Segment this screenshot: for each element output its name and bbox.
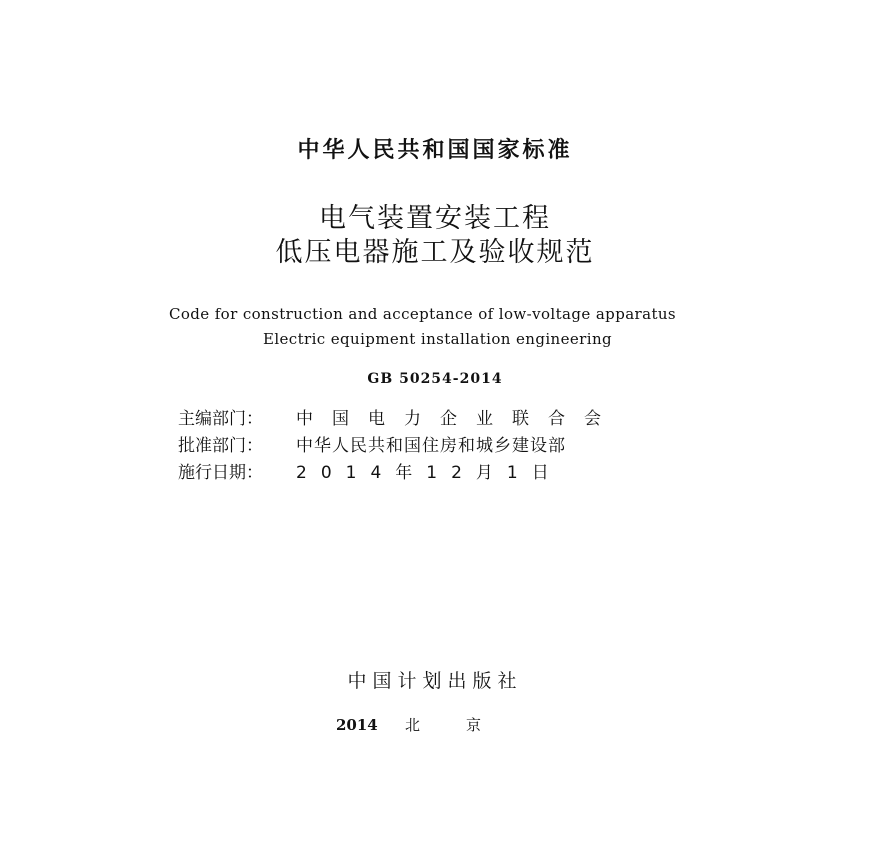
effective-date-label: 施行日期： [178,463,263,483]
standard-code: GB 50254-2014 [367,371,503,387]
editor-label: 主编部门： [178,409,263,429]
title-cn-line-1: 电气装置安装工程 [319,203,551,234]
approver-row [178,433,678,460]
editor-value: 中国电力企业联合会 [296,409,620,429]
title-en-line-2: Electric equipment installation engineering [262,330,613,348]
publication-city: 北京 [404,716,527,734]
publication-year: 2014 [336,716,378,734]
publisher-name: 中国计划出版社 [347,670,523,692]
approver-label: 批准部门： [178,436,263,456]
publication-line [336,714,527,735]
standard-type-heading: 中华人民共和国国家标准 [297,138,573,163]
effective-date-value: 2014年12月1日 [296,463,563,483]
editor-row [178,406,678,433]
title-en-line-1: Code for construction and acceptance of low-voltage apparatus [168,305,677,323]
issuing-info [178,406,678,487]
effective-date-row [178,460,678,487]
title-cn-line-2: 低压电器施工及验收规范 [275,237,595,268]
approver-value: 中华人民共和国住房和城乡建设部 [296,436,566,456]
